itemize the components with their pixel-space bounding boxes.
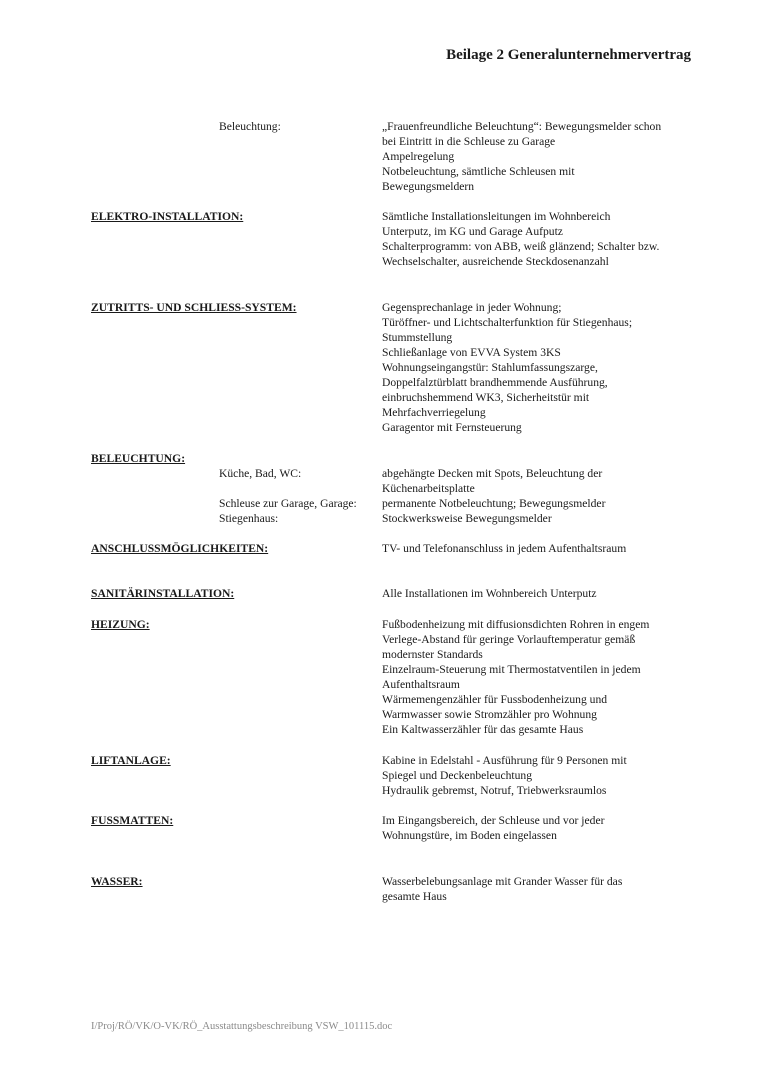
schleuse-label: Schleuse zur Garage, Garage: xyxy=(219,497,357,510)
text-line: Schalterprogramm: von ABB, weiß glänzend; Schalter bzw. xyxy=(382,240,660,253)
text-line: bei Eintritt in die Schleuse zu Garage xyxy=(382,135,556,148)
fussmatten-text xyxy=(382,813,604,843)
zutritt-text xyxy=(382,300,632,435)
text-line: permanente Notbeleuchtung; Bewegungsmelder xyxy=(382,497,606,510)
section-heading-wasser: WASSER: xyxy=(91,875,143,888)
text-line: Fußbodenheizung mit diffusionsdichten Rohren in engem xyxy=(382,618,650,631)
lift-text xyxy=(382,753,627,798)
text-line: Im Eingangsbereich, der Schleuse und vor jeder xyxy=(382,814,605,827)
text-line: Wohnungseingangstür: Stahlumfassungszarge, xyxy=(382,361,598,374)
text-line: gesamte Haus xyxy=(382,890,447,903)
text-line: Hydraulik gebremst, Notruf, Triebwerksraumlos xyxy=(382,784,607,797)
text-line: Notbeleuchtung, sämtliche Schleusen mit xyxy=(382,165,575,178)
document-header-title: Beilage 2 Generalunternehmervertrag xyxy=(446,47,691,63)
text-line: Stummstellung xyxy=(382,331,453,344)
text-line: Wechselschalter, ausreichende Steckdosenanzahl xyxy=(382,255,609,268)
text-line: Verlege-Abstand für geringe Vorlauftemperatur gemäß xyxy=(382,633,636,646)
beleuchtung-top-text xyxy=(382,119,661,194)
schleuse-text xyxy=(382,496,605,511)
section-heading-beleuchtung: BELEUCHTUNG: xyxy=(91,452,186,465)
text-line: Ein Kaltwasserzähler für das gesamte Haus xyxy=(382,723,584,736)
text-line: Spiegel und Deckenbeleuchtung xyxy=(382,769,533,782)
footer-file-path: I/Proj/RÖ/VK/O-VK/RÖ_Ausstattungsbeschreibung VSW_101115.doc xyxy=(91,1021,393,1032)
text-line: Schließanlage von EVVA System 3KS xyxy=(382,346,561,359)
text-line: Bewegungsmeldern xyxy=(382,180,475,193)
text-line: Küchenarbeitsplatte xyxy=(382,482,475,495)
text-line: Kabine in Edelstahl - Ausführung für 9 Personen mit xyxy=(382,754,627,767)
sanitaer-text xyxy=(382,586,597,601)
text-line: Doppelfalztürblatt brandhemmende Ausführung, xyxy=(382,376,608,389)
stiegenhaus-text xyxy=(382,511,552,526)
anschluss-text xyxy=(382,541,626,556)
text-line: Warmwasser sowie Stromzähler pro Wohnung xyxy=(382,708,597,721)
kueche-label: Küche, Bad, WC: xyxy=(219,467,302,480)
stiegenhaus-label: Stiegenhaus: xyxy=(219,512,279,525)
text-line: Wohnungstüre, im Boden eingelassen xyxy=(382,829,557,842)
text-line: abgehängte Decken mit Spots, Beleuchtung der xyxy=(382,467,603,480)
elektro-text xyxy=(382,209,659,269)
section-heading-fussmatten: FUSSMATTEN: xyxy=(91,814,174,827)
text-line: Stockwerksweise Bewegungsmelder xyxy=(382,512,552,525)
text-line: TV- und Telefonanschluss in jedem Aufenthaltsraum xyxy=(382,542,627,555)
text-line: Alle Installationen im Wohnbereich Unterputz xyxy=(382,587,597,600)
section-heading-lift: LIFTANLAGE: xyxy=(91,754,171,767)
text-line: Gegensprechanlage in jeder Wohnung; xyxy=(382,301,562,314)
section-heading-elektro: ELEKTRO-INSTALLATION: xyxy=(91,210,244,223)
text-line: Aufenthaltsraum xyxy=(382,678,460,691)
section-heading-zutritt: ZUTRITTS- UND SCHLIESS-SYSTEM: xyxy=(91,301,297,314)
wasser-text xyxy=(382,874,622,904)
section-heading-anschluss: ANSCHLUSSMÖGLICHKEITEN: xyxy=(91,542,269,555)
text-line: Einzelraum-Steuerung mit Thermostatventilen in jedem xyxy=(382,663,641,676)
section-heading-heizung: HEIZUNG: xyxy=(91,618,150,631)
text-line: modernster Standards xyxy=(382,648,483,661)
beleuchtung-label: Beleuchtung: xyxy=(219,120,281,133)
text-line: Ampelregelung xyxy=(382,150,455,163)
text-line: Unterputz, im KG und Garage Aufputz xyxy=(382,225,563,238)
text-line: „Frauenfreundliche Beleuchtung“: Bewegungsmelder schon xyxy=(382,120,662,133)
heizung-text xyxy=(382,617,649,737)
text-line: Sämtliche Installationsleitungen im Wohnbereich xyxy=(382,210,611,223)
text-line: Wasserbelebungsanlage mit Grander Wasser für das xyxy=(382,875,623,888)
section-heading-sanitaer: SANITÄRINSTALLATION: xyxy=(91,587,235,600)
text-line: Garagentor mit Fernsteuerung xyxy=(382,421,522,434)
text-line: Wärmemengenzähler für Fussbodenheizung und xyxy=(382,693,608,706)
text-line: Türöffner- und Lichtschalterfunktion für Stiegenhaus; xyxy=(382,316,633,329)
kueche-text xyxy=(382,466,602,496)
text-line: einbruchshemmend WK3, Sicherheitstür mit xyxy=(382,391,590,404)
text-line: Mehrfachverriegelung xyxy=(382,406,486,419)
